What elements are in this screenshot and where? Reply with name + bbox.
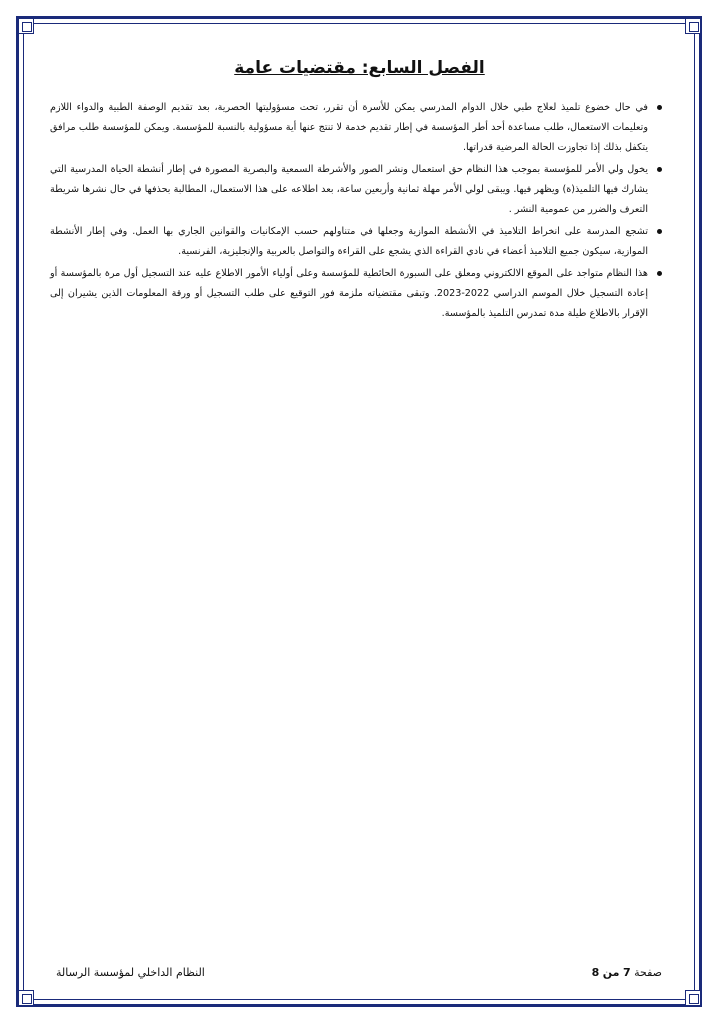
chapter-title: الفصل السابع: مقتضيات عامة xyxy=(234,58,485,78)
list-item: يخول ولي الأمر للمؤسسة بموجب هذا النظام حق استعمال ونشر الصور والأشرطة السمعية والبصرية المصورة في إطار أنشطة الحياة المدرسية التي يشارك فيها التلميذ(ة) ويظهر فيها. ويبقى لولي الأمر مهلة ثمانية وأربعين ساعة، بعد اطلاعه على هذا الاستعمال، المطالبة بحذفها في حال نشرها شريطة التعرف والضرر من عمومية النشر . xyxy=(50,160,648,220)
page-footer xyxy=(56,966,662,986)
page-number xyxy=(592,966,662,979)
page-prefix: صفحة xyxy=(634,966,662,979)
provisions-list xyxy=(50,98,662,324)
document-body xyxy=(50,98,662,326)
corner-ornament-bottom-right xyxy=(685,990,701,1006)
page-current: 7 xyxy=(622,966,631,979)
list-item: هذا النظام متواجد على الموقع الالكتروني ومعلق على السبورة الحائطية للمؤسسة وعلى أولياء الأمور الاطلاع عليه عند التسجيل أول مرة بالمؤسسة أو إعادة التسجيل خلال الموسم الدراسي 2022-2023. وتبقى مقتضياته ملزمة فور التوقيع على طلب التسجيل أو ورقة المعلومات الذين يشيران إلى الإقرار بالاطلاع طيلة مدة تمدرس التلميذ بالمؤسسة. xyxy=(50,264,648,324)
list-item: في حال خضوع تلميذ لعلاج طبي خلال الدوام المدرسي يمكن للأسرة أن تقرر، تحت مسؤوليتها الحصرية، بعد تقديم الوصفة الطبية والدواء اللازم وتعليمات الاستعمال، طلب مساعدة أحد أطر المؤسسة في إطار تقديم خدمة لا تنتج عنها أية مسؤولية بالنسبة للمؤسسة. ويمكن للمؤسسة طلب مرافق يتكفل بذلك إذا تجاوزت الحالة المرضية قدراتها. xyxy=(50,98,648,158)
document-name: النظام الداخلي لمؤسسة الرسالة xyxy=(56,966,205,979)
page-total: 8 xyxy=(591,966,600,979)
corner-ornament-top-left xyxy=(18,18,34,34)
page-separator: من xyxy=(602,966,620,979)
corner-ornament-top-right xyxy=(685,18,701,34)
corner-ornament-bottom-left xyxy=(18,990,34,1006)
list-item: تشجع المدرسة على انخراط التلاميذ في الأنشطة الموازية وجعلها في متناولهم حسب الإمكانيات والقوانين الجاري بها العمل. وفي إطار الأنشطة الموازية، سيكون جميع التلاميذ أعضاء في نادي القراءة الذي يشجع على القراءة والتواصل بالعربية والإنجليزية، الفرنسية. xyxy=(50,222,648,262)
